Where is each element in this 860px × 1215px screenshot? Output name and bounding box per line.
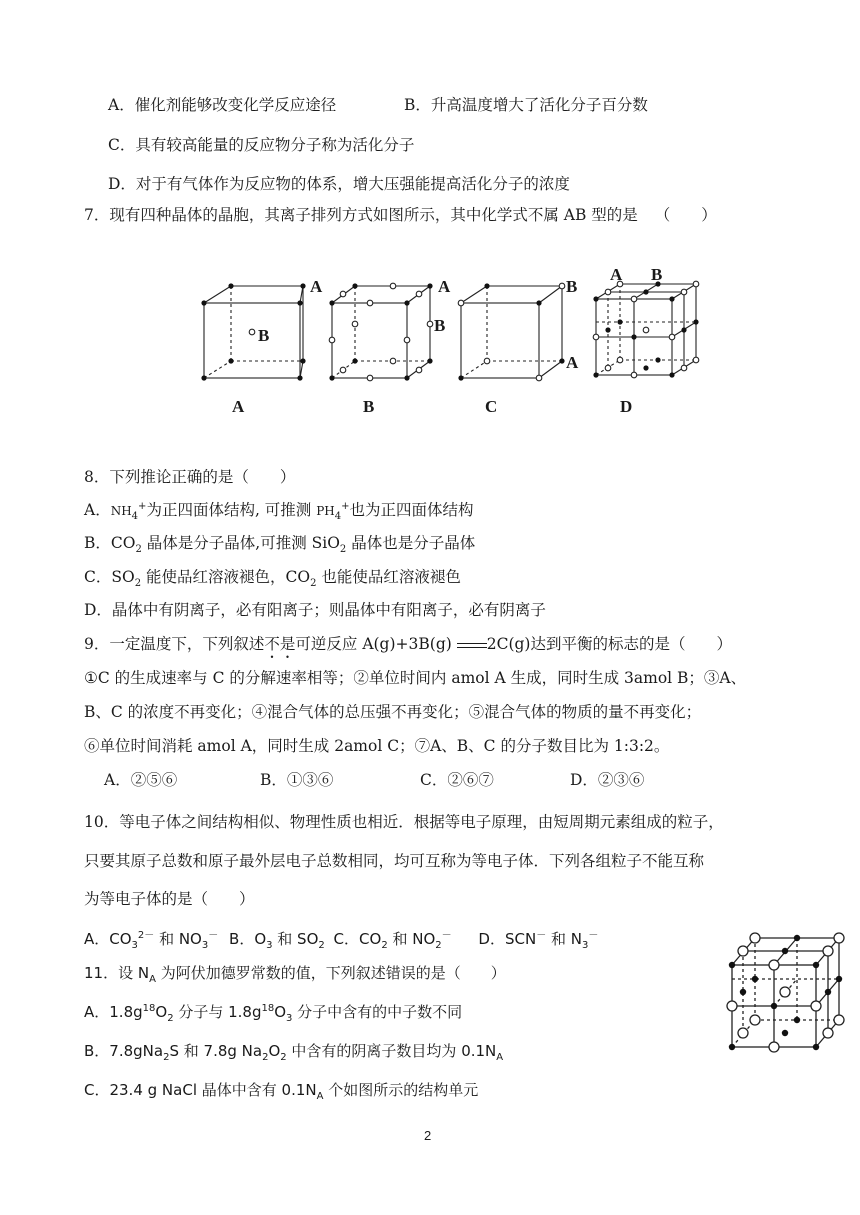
fig-a-label-a: A <box>310 277 323 296</box>
crystal-cell-a <box>201 283 305 380</box>
q10-option-b: B．$O_3$ 和 $SO_2$ <box>229 930 325 951</box>
q7-stem-text: 7．现有四种晶体的晶胞，其离子排列方式如图所示，其中化学式不属 AB 型的是 <box>84 206 638 224</box>
q9-line-4: ⑥单位时间消耗 amol A，同时生成 2amol C；⑦A、B、C 的分子数目比为 1:3:2。 <box>84 737 670 755</box>
fig-d-label-a: A <box>610 265 623 284</box>
q8-option-c: C．$SO_2$ 能使品红溶液褪色，$CO_2$ 也能使品红溶液褪色 <box>84 568 461 590</box>
fig-c-label-a: A <box>566 353 579 372</box>
fig-b-label-b: B <box>434 316 446 335</box>
crystal-cell-d <box>593 281 699 378</box>
fig-c-label-b: B <box>566 277 578 296</box>
q6-option-b: B．升高温度增大了活化分子百分数 <box>404 96 648 114</box>
q8-option-d: D．晶体中有阴离子，必有阳离子；则晶体中有阳离子，必有阴离子 <box>84 601 546 619</box>
fig-caption-a: A <box>232 397 245 416</box>
q10-options <box>84 926 598 951</box>
q10-option-c: C．$CO_2$ 和 $NO_2^-$ <box>333 930 452 951</box>
fig-d-label-b: B <box>651 265 663 284</box>
page-number: 2 <box>424 1128 432 1143</box>
q9-line-2: ①C 的生成速率与 C 的分解速率相等；②单位时间内 amol A 生成，同时生成 3amol B；③A、 <box>84 669 747 687</box>
q6-option-a: A．催化剂能够改变化学反应途径 <box>108 96 337 114</box>
q10-line-2: 只要其原子总数和原子最外层电子总数相同，均可互称为等电子体．下列各组粒子不能互称 <box>84 852 705 870</box>
q8-option-a: A．$NH_4^+$为正四面体结构, 可推测 $PH_4^+$也为正四面体结构 <box>84 500 474 523</box>
fig-a-label-b: B <box>258 326 270 345</box>
q11-option-c: C．23.4 g NaCl 晶体中含有 $0.1N_A$ 个如图所示的结构单元 <box>84 1081 479 1102</box>
q9-option-d: D．②③⑥ <box>570 771 645 789</box>
fig-caption-d: D <box>620 397 633 416</box>
q11-stem: 11．设 $N_A$ 为阿伏加德罗常数的值，下列叙述错误的是（ ） <box>84 964 506 985</box>
q6-option-d: D．对于有气体作为反应物的体系，增大压强能提高活化分子的浓度 <box>108 175 570 193</box>
q10-line-3: 为等电子体的是（ ） <box>84 890 255 908</box>
crystal-cell-c <box>458 283 565 381</box>
crystal-cell-b <box>329 283 433 381</box>
q8-option-b: B．$CO_2$ 晶体是分子晶体,可推测 SiO$_2$ 晶体也是分子晶体 <box>84 534 476 556</box>
fig-caption-c: C <box>485 397 498 416</box>
q11-option-a: A．$1.8g^{18}O_2$ 分子与 $1.8g^{18}O_3$ 分子中含有的中子数不同 <box>84 1003 463 1024</box>
q8-stem: 8．下列推论正确的是（ ） <box>84 468 296 486</box>
q7-stem <box>84 203 717 225</box>
q9-option-a: A．②⑤⑥ <box>104 771 178 789</box>
fig-caption-b: B <box>363 397 375 416</box>
q6-option-c: C．具有较高能量的反应物分子称为活化分子 <box>108 136 415 154</box>
q11-option-b: B．7.8gNa$_2$S 和 7.8g $Na_2O_2$ 中含有的阴离子数目均为 $0.1N_A$ <box>84 1042 504 1063</box>
nacl-unit-cell-figure <box>722 930 857 1054</box>
q10-option-a: A．$CO_3^{2-}$ 和 $NO_3^-$ <box>84 930 219 951</box>
q10-option-d: D．SCN－ 和 $N_3^-$ <box>478 930 599 951</box>
equilibrium-arrow-icon <box>457 641 487 649</box>
q9-line-3: B、C 的浓度不再变化；④混合气体的总压强不再变化；⑤混合气体的物质的量不再变化； <box>84 703 702 721</box>
q9-option-c: C．②⑥⑦ <box>420 771 494 789</box>
q9-stem: 9．一定温度下，下列叙述不是可逆反应 A(g)+3B(g) 2C(g)达到平衡的标志的是（ ） <box>84 635 732 653</box>
q9-option-b: B．①③⑥ <box>260 771 334 789</box>
fig-b-label-a: A <box>438 277 451 296</box>
q7-answer-paren: （ ） <box>654 206 717 224</box>
q10-line-1: 10．等电子体之间结构相似、物理性质也相近．根据等电子原理，由短周期元素组成的粒子， <box>84 813 724 831</box>
